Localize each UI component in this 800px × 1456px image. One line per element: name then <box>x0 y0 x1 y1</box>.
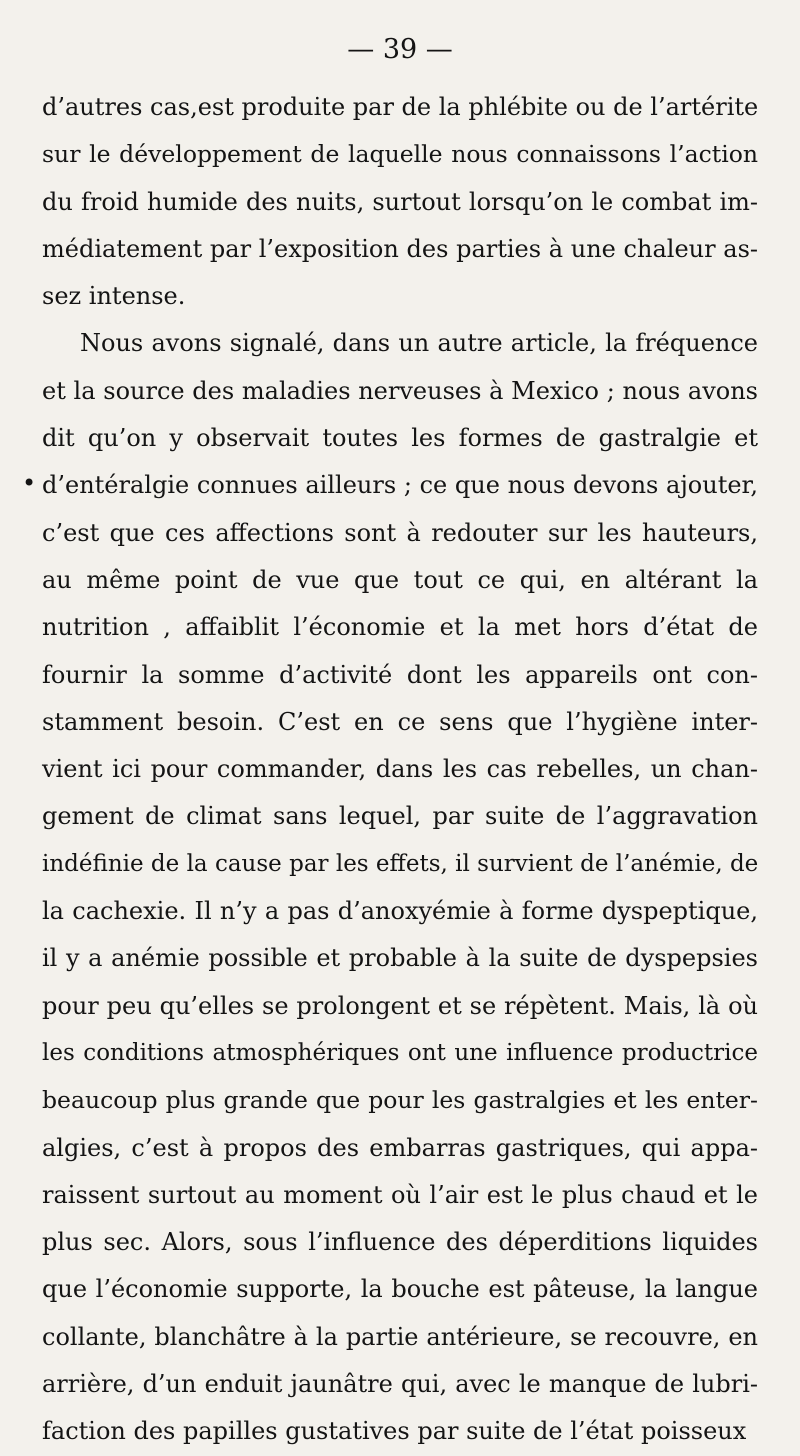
text-line: Nous avons signalé, dans un autre article, la fréquence <box>80 329 758 358</box>
text-line: fournir la somme d’activité dont les appareils ont con- <box>42 660 758 689</box>
text-line: faction des papilles gustatives par suite de l’état poisseux <box>42 1417 747 1446</box>
text-line: stamment besoin. C’est en ce sens que l’hygiène inter- <box>42 707 758 736</box>
text-line: les conditions atmosphériques ont une influence productrice <box>42 1039 758 1066</box>
margin-mark: • <box>22 469 37 497</box>
body-text <box>42 84 758 1456</box>
text-line: sur le développement de laquelle nous connaissons l’action <box>42 140 758 169</box>
text-line: gement de climat sans lequel, par suite de l’aggravation <box>42 802 758 831</box>
text-line: au même point de vue que tout ce qui, en altérant la <box>42 565 758 594</box>
text-line: il y a anémie possible et probable à la suite de dyspepsies <box>42 944 758 973</box>
text-line: dit qu’on y observait toutes les formes de gastralgie et <box>42 424 758 453</box>
text-line: algies, c’est à propos des embarras gastriques, qui appa- <box>42 1133 758 1162</box>
text-line: sez intense. <box>42 282 186 311</box>
text-line: la cachexie. Il n’y a pas d’anoxyémie à forme dyspeptique, <box>42 897 758 926</box>
text-line: c’est que ces affections sont à redouter sur les hauteurs, <box>42 518 758 547</box>
paragraph <box>42 320 758 1455</box>
text-line: d’autres cas,est produite par de la phlébite ou de l’artérite <box>42 93 759 121</box>
text-line: du froid humide des nuits, surtout lorsqu’on le combat im- <box>42 187 758 216</box>
text-line: d’entéralgie connues ailleurs ; ce que nous devons ajouter, <box>42 471 758 500</box>
text-line: pour peu qu’elles se prolongent et se répètent. Mais, là où <box>42 991 758 1020</box>
page-number: — 39 — <box>347 34 453 65</box>
text-line: vient ici pour commander, dans les cas rebelles, un chan- <box>42 755 758 784</box>
text-line: collante, blanchâtre à la partie antérieure, se recouvre, en <box>42 1322 758 1351</box>
text-line: indéfinie de la cause par les effets, il survient de l’anémie, de <box>42 850 759 877</box>
text-line: que l’économie supporte, la bouche est pâteuse, la langue <box>42 1275 758 1304</box>
text-line: médiatement par l’exposition des parties à une chaleur as- <box>42 234 758 263</box>
paragraph <box>42 84 758 320</box>
text-line: arrière, d’un enduit jaunâtre qui, avec le manque de lubri- <box>42 1370 758 1399</box>
text-line: et la source des maladies nerveuses à Mexico ; nous avons <box>42 376 758 405</box>
text-line: plus sec. Alors, sous l’influence des déperditions liquides <box>42 1228 758 1257</box>
text-line: nutrition , affaiblit l’économie et la met hors d’état de <box>42 613 758 642</box>
text-line: beaucoup plus grande que pour les gastralgies et les enter- <box>42 1086 758 1115</box>
text-line: raissent surtout au moment où l’air est le plus chaud et le <box>42 1180 758 1209</box>
